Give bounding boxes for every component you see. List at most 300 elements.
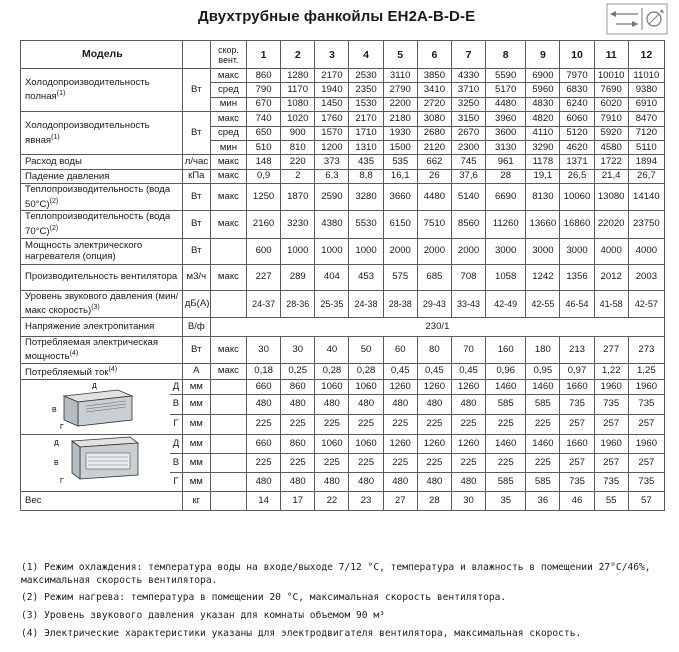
value-cell: 1870 [281, 184, 315, 211]
value-cell: 1450 [315, 97, 349, 111]
value-cell: 8,8 [349, 169, 383, 183]
value-cell: 55 [594, 491, 628, 510]
value-cell: 42-49 [486, 290, 526, 317]
value-cell: 735 [594, 394, 628, 414]
value-cell: 225 [349, 453, 383, 472]
value-cell: 1460 [526, 434, 560, 453]
value-cell: 735 [628, 472, 664, 491]
svg-text:Д: Д [91, 382, 97, 390]
value-cell: 5530 [349, 211, 383, 238]
value-cell: 480 [247, 394, 281, 414]
value-cell: 1960 [594, 379, 628, 394]
value-cell: 480 [417, 394, 451, 414]
value-cell: 41-58 [594, 290, 628, 317]
value-cell: 404 [315, 264, 349, 290]
value-cell: 46 [560, 491, 594, 510]
value-cell: 2680 [417, 126, 451, 140]
model-col: 8 [486, 41, 526, 69]
value-cell: 0,97 [560, 363, 594, 379]
value-cell: 3290 [526, 140, 560, 154]
value-cell: 225 [417, 414, 451, 434]
unit-cell: мм [182, 379, 210, 394]
value-cell: 1250 [247, 184, 281, 211]
param-label: Производительность вентилятора [21, 264, 183, 290]
value-cell: 6240 [560, 97, 594, 111]
value-cell: 225 [417, 453, 451, 472]
value-cell: 25-35 [315, 290, 349, 317]
unit-cell: Вт [182, 238, 210, 264]
value-cell: 225 [247, 414, 281, 434]
value-cell: 24-38 [349, 290, 383, 317]
table-row [21, 112, 665, 126]
header-row [21, 41, 665, 69]
value-cell: 1260 [383, 379, 417, 394]
value-cell: 42-57 [628, 290, 664, 317]
value-cell: 1260 [417, 379, 451, 394]
value-cell: 225 [315, 453, 349, 472]
value-cell: 4580 [594, 140, 628, 154]
value-cell: 27 [383, 491, 417, 510]
unit-cell: Вт [182, 69, 210, 112]
value-cell: 16860 [560, 211, 594, 238]
speed-cell: макс [210, 363, 246, 379]
value-cell: 22 [315, 491, 349, 510]
value-cell: 662 [417, 155, 451, 169]
value-cell: 5920 [594, 126, 628, 140]
value-cell: 480 [281, 394, 315, 414]
unit-cell: мм [182, 414, 210, 434]
speed-cell: макс [210, 184, 246, 211]
unit-drawing-horizontal [21, 434, 171, 491]
value-cell: 1356 [560, 264, 594, 290]
value-cell: 257 [560, 453, 594, 472]
value-cell: 2120 [417, 140, 451, 154]
speed-cell [210, 453, 246, 472]
value-cell: 3250 [451, 97, 485, 111]
unit-cell: мм [182, 434, 210, 453]
value-cell: 1710 [349, 126, 383, 140]
value-cell: 23 [349, 491, 383, 510]
value-cell: 0,9 [247, 169, 281, 183]
value-cell: 14 [247, 491, 281, 510]
value-cell: 1570 [315, 126, 349, 140]
unit-cell: м3/ч [182, 264, 210, 290]
model-col: 3 [315, 41, 349, 69]
value-cell: 6020 [594, 97, 628, 111]
speed-cell [210, 394, 246, 414]
value-cell: 225 [526, 453, 560, 472]
value-cell: 14140 [628, 184, 664, 211]
value-cell: 5590 [486, 69, 526, 83]
value-cell: 3960 [486, 112, 526, 126]
value-cell: 0,28 [315, 363, 349, 379]
value-cell: 29-43 [417, 290, 451, 317]
value-cell: 3230 [281, 211, 315, 238]
model-col: 1 [247, 41, 281, 69]
model-col: 6 [417, 41, 451, 69]
voltage-value: 230/1 [210, 317, 664, 336]
value-cell: 735 [594, 472, 628, 491]
value-cell: 860 [281, 434, 315, 453]
param-label: Теплопроизводительность (вода 50°С)$^{(2)}$ [21, 184, 183, 211]
speed-cell: мин [210, 97, 246, 111]
param-label: Мощность электрического нагревателя (опция) [21, 238, 183, 264]
value-cell: 2180 [383, 112, 417, 126]
value-cell: 0,45 [451, 363, 485, 379]
value-cell: 480 [383, 472, 417, 491]
model-col: 11 [594, 41, 628, 69]
value-cell: 5170 [486, 83, 526, 97]
value-cell: 480 [383, 394, 417, 414]
value-cell: 21,4 [594, 169, 628, 183]
value-cell: 8560 [451, 211, 485, 238]
value-cell: 435 [349, 155, 383, 169]
value-cell: 600 [247, 238, 281, 264]
speed-cell [210, 290, 246, 317]
speed-cell: сред [210, 83, 246, 97]
table-row [21, 69, 665, 83]
value-cell: 23750 [628, 211, 664, 238]
value-cell: 26,7 [628, 169, 664, 183]
value-cell: 1200 [315, 140, 349, 154]
speed-cell: мин [210, 140, 246, 154]
value-cell: 685 [417, 264, 451, 290]
value-cell: 10060 [560, 184, 594, 211]
value-cell: 6690 [486, 184, 526, 211]
value-cell: 22020 [594, 211, 628, 238]
value-cell: 1371 [560, 155, 594, 169]
table-row [21, 290, 665, 317]
value-cell: 810 [281, 140, 315, 154]
value-cell: 148 [247, 155, 281, 169]
value-cell: 2790 [383, 83, 417, 97]
value-cell: 480 [417, 472, 451, 491]
unit-cell: Вт [182, 336, 210, 363]
speed-cell: макс [210, 69, 246, 83]
value-cell: 4380 [315, 211, 349, 238]
value-cell: 6900 [526, 69, 560, 83]
value-cell: 24-37 [247, 290, 281, 317]
value-cell: 30 [247, 336, 281, 363]
unit-cell: кПа [182, 169, 210, 183]
value-cell: 28-36 [281, 290, 315, 317]
value-cell: 860 [247, 69, 281, 83]
value-cell: 0,96 [486, 363, 526, 379]
value-cell: 3280 [349, 184, 383, 211]
value-cell: 28-38 [383, 290, 417, 317]
unit-cell: А [182, 363, 210, 379]
unit-cell: Вт [182, 112, 210, 155]
value-cell: 13080 [594, 184, 628, 211]
value-cell: 2170 [315, 69, 349, 83]
value-cell: 17 [281, 491, 315, 510]
value-cell: 35 [486, 491, 526, 510]
value-cell: 2200 [383, 97, 417, 111]
value-cell: 3660 [383, 184, 417, 211]
table-row [21, 317, 665, 336]
value-cell: 860 [281, 379, 315, 394]
value-cell: 1178 [526, 155, 560, 169]
value-cell: 1960 [594, 434, 628, 453]
value-cell: 5960 [526, 83, 560, 97]
model-col: 7 [451, 41, 485, 69]
speed-cell: макс [210, 169, 246, 183]
value-cell: 0,28 [349, 363, 383, 379]
value-cell: 1058 [486, 264, 526, 290]
unit-cell: В/ф [182, 317, 210, 336]
param-label: Падение давления [21, 169, 183, 183]
value-cell: 1940 [315, 83, 349, 97]
value-cell: 213 [560, 336, 594, 363]
table-row [21, 211, 665, 238]
value-cell: 480 [451, 472, 485, 491]
value-cell: 225 [486, 414, 526, 434]
speed-cell: сред [210, 126, 246, 140]
value-cell: 13660 [526, 211, 560, 238]
value-cell: 480 [451, 394, 485, 414]
value-cell: 3000 [526, 238, 560, 264]
value-cell: 50 [349, 336, 383, 363]
param-label: Потребляемый ток$^{(4)}$ [21, 363, 183, 379]
value-cell: 5120 [560, 126, 594, 140]
value-cell: 4620 [560, 140, 594, 154]
value-cell: 37,6 [451, 169, 485, 183]
unit-drawing-vertical [21, 379, 171, 434]
table-row [21, 379, 665, 394]
table-row [21, 169, 665, 183]
value-cell: 1,22 [594, 363, 628, 379]
value-cell: 2350 [349, 83, 383, 97]
value-cell: 0,18 [247, 363, 281, 379]
value-cell: 2003 [628, 264, 664, 290]
value-cell: 735 [560, 472, 594, 491]
value-cell: 8470 [628, 112, 664, 126]
value-cell: 735 [628, 394, 664, 414]
value-cell: 26,5 [560, 169, 594, 183]
speed-cell: макс [210, 155, 246, 169]
value-cell: 7910 [594, 112, 628, 126]
svg-text:Д: Д [53, 439, 59, 447]
value-cell: 160 [486, 336, 526, 363]
value-cell: 7510 [417, 211, 451, 238]
value-cell: 1310 [349, 140, 383, 154]
value-cell: 16,1 [383, 169, 417, 183]
speed-cell: макс [210, 211, 246, 238]
value-cell: 1760 [315, 112, 349, 126]
value-cell: 535 [383, 155, 417, 169]
value-cell: 277 [594, 336, 628, 363]
value-cell: 289 [281, 264, 315, 290]
table-row [21, 336, 665, 363]
value-cell: 6060 [560, 112, 594, 126]
value-cell: 6830 [560, 83, 594, 97]
value-cell: 225 [315, 414, 349, 434]
value-cell: 4480 [486, 97, 526, 111]
value-cell: 480 [315, 394, 349, 414]
speed-header: скор. вент. [210, 41, 246, 69]
value-cell: 2590 [315, 184, 349, 211]
value-cell: 257 [594, 453, 628, 472]
value-cell: 1460 [526, 379, 560, 394]
value-cell: 273 [628, 336, 664, 363]
value-cell: 220 [281, 155, 315, 169]
svg-text:Г: Г [59, 477, 64, 485]
table-row [21, 264, 665, 290]
value-cell: 1080 [281, 97, 315, 111]
table-row [21, 155, 665, 169]
speed-cell [210, 434, 246, 453]
table-row [21, 363, 665, 379]
value-cell: 1260 [417, 434, 451, 453]
speed-cell [210, 238, 246, 264]
value-cell: 11010 [628, 69, 664, 83]
value-cell: 225 [526, 414, 560, 434]
value-cell: 6910 [628, 97, 664, 111]
value-cell: 8130 [526, 184, 560, 211]
value-cell: 4000 [594, 238, 628, 264]
value-cell: 30 [281, 336, 315, 363]
value-cell: 453 [349, 264, 383, 290]
value-cell: 660 [247, 379, 281, 394]
value-cell: 2012 [594, 264, 628, 290]
unit-cell: л/час [182, 155, 210, 169]
value-cell: 1060 [315, 434, 349, 453]
dim-label: Г [170, 472, 182, 491]
dim-label: В [170, 394, 182, 414]
fan-coil-symbol-icon [606, 3, 668, 35]
value-cell: 4110 [526, 126, 560, 140]
value-cell: 480 [349, 394, 383, 414]
value-cell: 1722 [594, 155, 628, 169]
value-cell: 10010 [594, 69, 628, 83]
value-cell: 373 [315, 155, 349, 169]
value-cell: 1260 [451, 434, 485, 453]
value-cell: 1060 [349, 379, 383, 394]
value-cell: 4820 [526, 112, 560, 126]
value-cell: 2530 [349, 69, 383, 83]
value-cell: 575 [383, 264, 417, 290]
value-cell: 70 [451, 336, 485, 363]
value-cell: 3130 [486, 140, 526, 154]
value-cell: 11260 [486, 211, 526, 238]
value-cell: 3000 [486, 238, 526, 264]
value-cell: 2720 [417, 97, 451, 111]
value-cell: 33-43 [451, 290, 485, 317]
value-cell: 900 [281, 126, 315, 140]
value-cell: 36 [526, 491, 560, 510]
value-cell: 40 [315, 336, 349, 363]
speed-cell [210, 491, 246, 510]
unit-cell: дБ(А) [182, 290, 210, 317]
param-label: Теплопроизводительность (вода 70°С)$^{(2)}$ [21, 211, 183, 238]
value-cell: 1894 [628, 155, 664, 169]
speed-cell: макс [210, 264, 246, 290]
param-label: Напряжение электропитания [21, 317, 183, 336]
footnote: (3) Уровень звукового давления указан для комнаты объемом 90 м³ [21, 610, 385, 622]
value-cell: 1,25 [628, 363, 664, 379]
value-cell: 1460 [486, 379, 526, 394]
speed-cell [210, 414, 246, 434]
unit-cell: мм [182, 453, 210, 472]
param-label: Вес [21, 491, 183, 510]
value-cell: 1260 [383, 434, 417, 453]
model-col: 9 [526, 41, 560, 69]
document-title: Двухтрубные фанкойлы EH2A-B-D-E [198, 8, 476, 25]
value-cell: 225 [247, 453, 281, 472]
value-cell: 3000 [560, 238, 594, 264]
value-cell: 180 [526, 336, 560, 363]
value-cell: 2 [281, 169, 315, 183]
value-cell: 9380 [628, 83, 664, 97]
value-cell: 4330 [451, 69, 485, 83]
svg-text:Г: Г [59, 423, 64, 430]
value-cell: 3150 [451, 112, 485, 126]
value-cell: 1060 [315, 379, 349, 394]
value-cell: 510 [247, 140, 281, 154]
fan-coil-vertical-drawing-icon [46, 380, 146, 430]
value-cell: 3850 [417, 69, 451, 83]
value-cell: 0,45 [383, 363, 417, 379]
value-cell: 1000 [315, 238, 349, 264]
value-cell: 225 [486, 453, 526, 472]
value-cell: 1020 [281, 112, 315, 126]
unit-cell: кг [182, 491, 210, 510]
value-cell: 3600 [486, 126, 526, 140]
model-col: 2 [281, 41, 315, 69]
model-col: 10 [560, 41, 594, 69]
value-cell: 7120 [628, 126, 664, 140]
value-cell: 225 [349, 414, 383, 434]
value-cell: 4830 [526, 97, 560, 111]
value-cell: 28 [486, 169, 526, 183]
value-cell: 1000 [349, 238, 383, 264]
value-cell: 708 [451, 264, 485, 290]
value-cell: 650 [247, 126, 281, 140]
value-cell: 480 [281, 472, 315, 491]
value-cell: 30 [451, 491, 485, 510]
value-cell: 1960 [628, 379, 664, 394]
value-cell: 5110 [628, 140, 664, 154]
param-label: Холодопроизводительность явная$^{(1)}$ [21, 112, 183, 155]
value-cell: 1280 [281, 69, 315, 83]
unit-cell: Вт [182, 211, 210, 238]
model-col: 4 [349, 41, 383, 69]
value-cell: 225 [281, 453, 315, 472]
table-row [21, 491, 665, 510]
speed-cell [210, 379, 246, 394]
value-cell: 2000 [451, 238, 485, 264]
value-cell: 0,25 [281, 363, 315, 379]
value-cell: 28 [417, 491, 451, 510]
value-cell: 1242 [526, 264, 560, 290]
model-header: Модель [21, 41, 183, 69]
table-row [21, 434, 665, 453]
value-cell: 0,45 [417, 363, 451, 379]
value-cell: 225 [451, 414, 485, 434]
value-cell: 257 [628, 414, 664, 434]
value-cell: 227 [247, 264, 281, 290]
value-cell: 1930 [383, 126, 417, 140]
value-cell: 1530 [349, 97, 383, 111]
footnote: (1) Режим охлаждения: температура воды на входе/выходе 7/12 °С, температура и влажность в помещении 27°С/46%, максимальная скорость вентилятора. [21, 562, 651, 586]
dim-label: Д [170, 434, 182, 453]
footnote: (4) Электрические характеристики указаны для электродвигателя вентилятора, максимальная скорость. [21, 627, 582, 639]
model-col: 5 [383, 41, 417, 69]
unit-header [182, 41, 210, 69]
unit-cell: мм [182, 472, 210, 491]
value-cell: 3080 [417, 112, 451, 126]
table-row [21, 238, 665, 264]
